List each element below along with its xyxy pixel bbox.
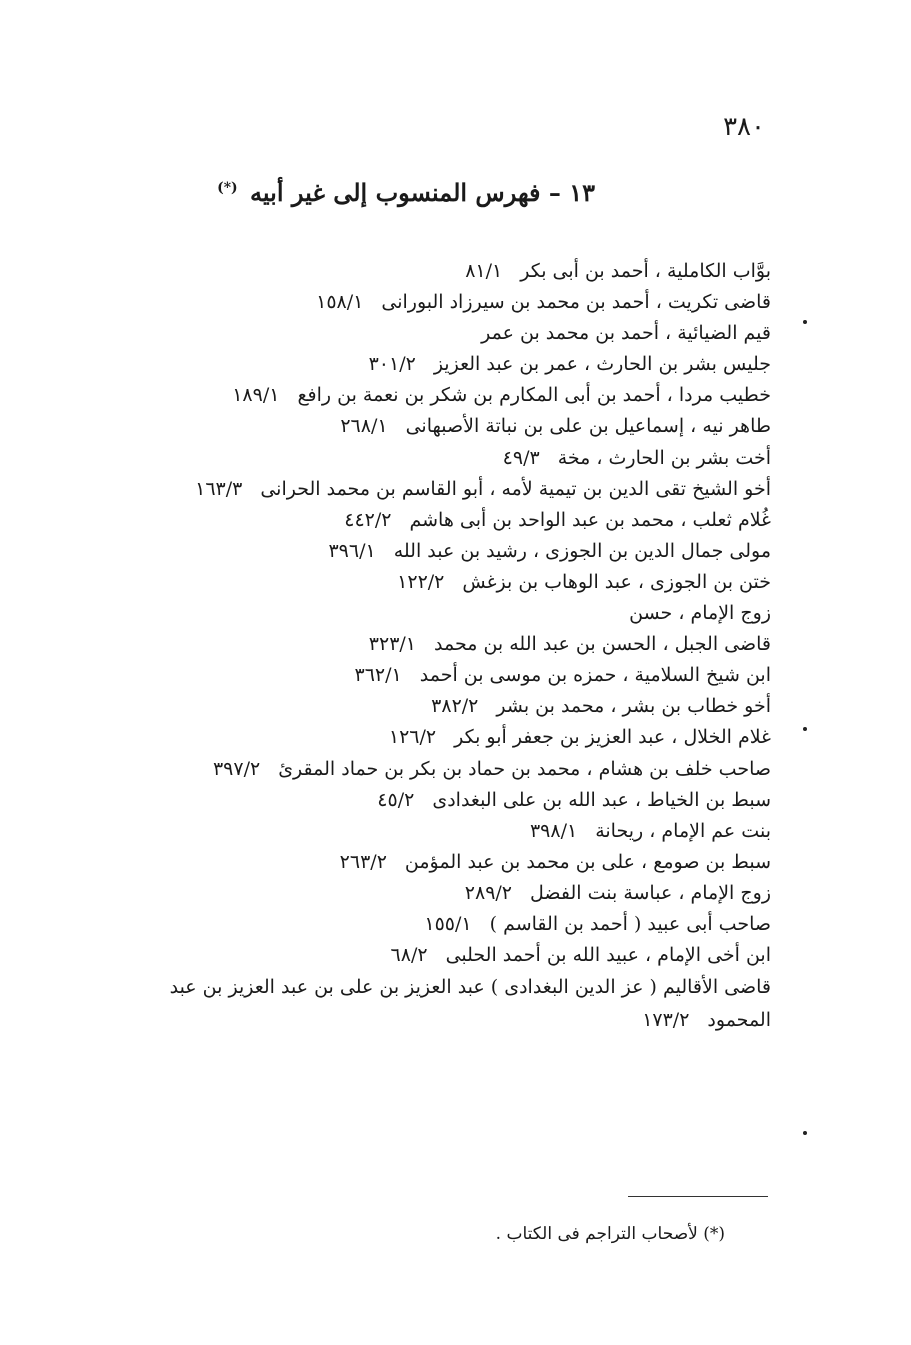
- footnote: (*) لأصحاب التراجم فى الكتاب .: [495, 1224, 725, 1244]
- entry-reference: ١٢٢/٢: [397, 570, 445, 593]
- index-entry: [91, 349, 771, 380]
- page-number: ٣٨٠: [723, 112, 765, 142]
- entry-reference: ١٢٦/٢: [388, 726, 437, 749]
- index-entry: [91, 318, 771, 349]
- index-entry: [91, 878, 771, 909]
- entry-text: غلام الخلال ، عبد العزيز بن جعفر أبو بكر: [454, 726, 771, 749]
- entry-reference: ٢٦٣/٢: [339, 850, 387, 873]
- index-entry: [91, 443, 771, 474]
- entry-reference: ٢٨٩/٢: [464, 881, 513, 904]
- entry-reference: ٣٩٨/١: [529, 819, 578, 842]
- entry-reference: ٣٩٧/٢: [212, 757, 261, 780]
- entry-text: قاضى الأقاليم ( عز الدين البغدادى ) عبد العزيز بن على بن عبد العزيز بن عبد المحمود: [169, 976, 771, 1032]
- entry-text: بوَّاب الكاملية ، أحمد بن أبى بكر: [520, 260, 771, 282]
- entry-text: ختن بن الجوزى ، عبد الوهاب بن بزغش: [462, 570, 771, 593]
- entry-text: مولى جمال الدين بن الجوزى ، رشيد بن عبد الله: [393, 539, 771, 562]
- entry-reference: ٣٢٣/١: [368, 633, 417, 656]
- index-entry: [91, 940, 771, 971]
- entry-text: زوج الإمام ، حسن: [629, 602, 771, 625]
- entry-text: خطيب مردا ، أحمد بن أبى المكارم بن شكر بن نعمة بن رافع: [297, 384, 771, 407]
- index-entry: [91, 287, 771, 318]
- index-entry: [91, 505, 771, 536]
- entry-reference: ٣٩٦/١: [328, 539, 376, 562]
- entry-reference: ٣٦٢/١: [354, 664, 402, 687]
- index-list: [91, 256, 771, 1037]
- margin-mark: [803, 1131, 807, 1135]
- entry-text: قيم الضيائية ، أحمد بن محمد بن عمر: [481, 322, 771, 345]
- entry-reference: ١٧٣/٢: [642, 1009, 690, 1032]
- entry-text: أخت بشر بن الحارث ، مخة: [557, 446, 771, 469]
- entry-reference: ١٥٨/١: [316, 291, 364, 314]
- entry-text: قاضى تكريت ، أحمد بن محمد بن سيرزاد البورانى: [381, 291, 771, 314]
- entry-reference: ٦٨/٢: [390, 944, 428, 967]
- entry-reference: ٨١/١: [465, 260, 503, 282]
- entry-reference: ٤٤٢/٢: [344, 508, 392, 531]
- entry-text: جليس بشر بن الحارث ، عمر بن عبد العزيز: [433, 353, 771, 376]
- index-entry: [91, 474, 771, 505]
- index-entry: [91, 536, 771, 567]
- entry-text: سبط بن صومع ، على بن محمد بن عبد المؤمن: [404, 850, 771, 873]
- index-entry: [91, 411, 771, 442]
- index-entry: [91, 380, 771, 411]
- margin-mark: [803, 320, 807, 324]
- index-entry: [91, 660, 771, 691]
- entry-text: أخو الشيخ تقى الدين بن تيمية لأمه ، أبو القاسم بن محمد الحرانى: [260, 477, 771, 500]
- entry-text: أخو خطاب بن بشر ، محمد بن بشر: [496, 695, 771, 718]
- entry-text: ابن أخى الإمام ، عبيد الله بن أحمد الحلبى: [445, 944, 771, 967]
- entry-reference: ١٦٣/٣: [195, 477, 243, 500]
- entry-text: زوج الإمام ، عباسة بنت الفضل: [530, 881, 771, 904]
- entry-text: صاحب خلف بن هشام ، محمد بن حماد بن بكر بن حماد المقرئ: [278, 757, 771, 780]
- footnote-divider: [628, 1196, 768, 1197]
- entry-reference: ١٨٩/١: [232, 384, 280, 407]
- entry-text: صاحب أبى عبيد ( أحمد بن القاسم ): [489, 912, 771, 935]
- index-entry: [91, 909, 771, 940]
- footnote-marker: (*): [217, 180, 238, 196]
- index-entry: [91, 256, 771, 287]
- section-title: [217, 178, 595, 207]
- index-entry: [91, 691, 771, 722]
- entry-text: ابن شيخ السلامية ، حمزه بن موسى بن أحمد: [419, 664, 771, 687]
- index-entry: [91, 567, 771, 598]
- index-entry: [91, 971, 771, 1037]
- entry-reference: ٤٩/٣: [502, 446, 540, 469]
- index-entry: [91, 785, 771, 816]
- entry-text: طاهر نيه ، إسماعيل بن على بن نباتة الأصبهانى: [405, 415, 771, 438]
- index-entry: [91, 816, 771, 847]
- index-entry: [91, 629, 771, 660]
- entry-reference: ١٥٥/١: [424, 912, 472, 935]
- index-entry: [91, 847, 771, 878]
- margin-mark: [803, 727, 807, 731]
- entry-reference: ٣٨٢/٢: [431, 695, 479, 718]
- entry-text: بنت عم الإمام ، ريحانة: [595, 819, 771, 842]
- entry-reference: ٤٥/٢: [377, 788, 415, 811]
- entry-reference: ٣٠١/٢: [368, 353, 416, 376]
- index-entry: [91, 754, 771, 785]
- index-entry: [91, 598, 771, 629]
- entry-text: قاضى الجبل ، الحسن بن عبد الله بن محمد: [434, 633, 771, 656]
- index-entry: [91, 722, 771, 753]
- entry-text: غُلام ثعلب ، محمد بن عبد الواحد بن أبى هاشم: [409, 508, 771, 531]
- entry-text: سبط بن الخياط ، عبد الله بن على البغدادى: [432, 788, 771, 811]
- entry-reference: ٢٦٨/١: [340, 415, 388, 438]
- section-title-text: ١٣ – فهرس المنسوب إلى غير أبيه: [250, 178, 595, 207]
